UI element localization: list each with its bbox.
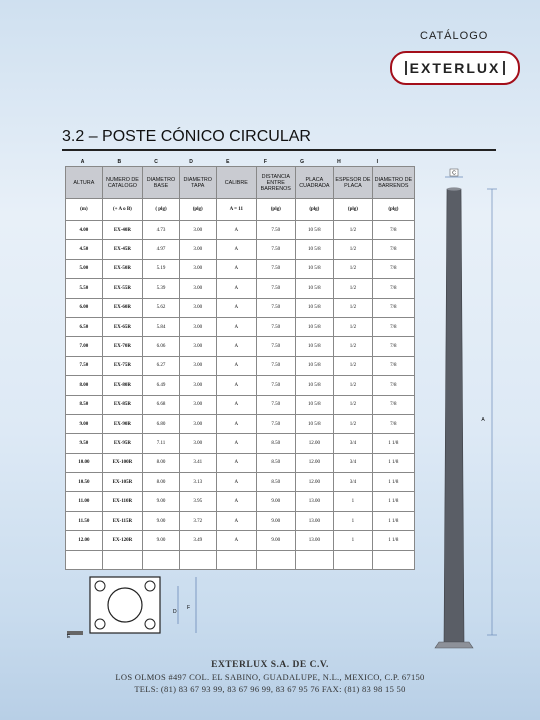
table-cell: 3.00 [179, 337, 216, 356]
table-cell: EX-110R [102, 492, 142, 511]
table-cell: A [216, 531, 256, 550]
plate-outline [90, 577, 160, 633]
table-cell: 7.50 [256, 240, 295, 259]
table-cell: 8.00 [143, 473, 180, 492]
table-cell: EX-105R [102, 473, 142, 492]
table-cell: 8.50 [256, 473, 295, 492]
table-cell: 9.00 [143, 531, 180, 550]
table-cell: 10 5/8 [295, 221, 334, 240]
column-header: PLACA CUADRADA [295, 167, 334, 199]
table-cell [334, 550, 373, 569]
unit-cell: (plg) [256, 199, 295, 221]
table-row [66, 550, 415, 569]
units-row [66, 199, 415, 221]
table-cell: 6.27 [143, 356, 180, 375]
table-cell: 10 5/8 [295, 376, 334, 395]
company-address: LOS OLMOS #497 COL. EL SABINO, GUADALUPE, N.L., MEXICO, C.P. 67150 [115, 672, 425, 682]
table-cell: 7.50 [256, 356, 295, 375]
table-cell: 7.50 [256, 317, 295, 336]
table-cell: 1/2 [334, 356, 373, 375]
table-cell: EX-70R [102, 337, 142, 356]
table-cell: 3.00 [179, 395, 216, 414]
table-cell: A [216, 337, 256, 356]
table-cell: 9.00 [256, 511, 295, 530]
table-row [66, 395, 415, 414]
table-cell [102, 550, 142, 569]
table-cell: 1 [334, 492, 373, 511]
table-cell: 1 1/8 [372, 492, 414, 511]
column-letter: A [80, 159, 85, 165]
table-cell: 6.00 [66, 298, 103, 317]
table-cell: 12.00 [66, 531, 103, 550]
table-cell: 7/8 [372, 259, 414, 278]
table-cell: A [216, 356, 256, 375]
column-letter: I [376, 159, 379, 165]
table-cell: 3.95 [179, 492, 216, 511]
table-cell: 9.00 [256, 531, 295, 550]
unit-cell: (+ A o B) [102, 199, 142, 221]
table-row [66, 240, 415, 259]
table-cell: 1 1/8 [372, 511, 414, 530]
table-cell: 7.50 [256, 376, 295, 395]
table-cell: 1 1/8 [372, 453, 414, 472]
table-cell: 3.00 [179, 221, 216, 240]
table-row [66, 492, 415, 511]
table-cell [143, 550, 180, 569]
pole-base-plate [435, 642, 473, 648]
table-cell: 3.00 [179, 434, 216, 453]
table-row [66, 473, 415, 492]
pole-shaft [444, 189, 464, 642]
table-row [66, 434, 415, 453]
table-cell: 3.00 [179, 279, 216, 298]
column-letters [65, 159, 415, 165]
height-label: A [481, 417, 485, 423]
table-cell: 9.00 [143, 511, 180, 530]
table-cell: 7.50 [256, 298, 295, 317]
header-row [66, 167, 415, 199]
table-cell: 9.00 [256, 492, 295, 511]
table-cell: 3.00 [179, 298, 216, 317]
table-cell: 11.50 [66, 511, 103, 530]
table-cell: 8.00 [66, 376, 103, 395]
table-cell: 10 5/8 [295, 414, 334, 433]
table-cell: EX-95R [102, 434, 142, 453]
table-cell: EX-40R [102, 221, 142, 240]
table-cell: 8.50 [66, 395, 103, 414]
column-header: DIAMETRO DE BARRENOS [372, 167, 414, 199]
table-cell: 10 5/8 [295, 279, 334, 298]
table-cell: 5.19 [143, 259, 180, 278]
table-cell: 1/2 [334, 279, 373, 298]
table-cell: 7.50 [66, 356, 103, 375]
table-cell: 6.50 [66, 317, 103, 336]
table-cell: 7.00 [66, 337, 103, 356]
table-cell: 12.00 [295, 453, 334, 472]
company-name: EXTERLUX S.A. DE C.V. [211, 660, 329, 670]
table-row [66, 298, 415, 317]
table-cell: A [216, 473, 256, 492]
table-cell: A [216, 279, 256, 298]
table-cell: 4.97 [143, 240, 180, 259]
table-cell: 8.50 [256, 453, 295, 472]
table-cell: 12.00 [295, 434, 334, 453]
table-cell: 3.00 [179, 356, 216, 375]
column-header: DISTANCIA ENTRE BARRENOS [256, 167, 295, 199]
column-letter: F [263, 159, 267, 165]
table-cell [295, 550, 334, 569]
table-cell: 8.00 [143, 453, 180, 472]
footer [0, 660, 540, 694]
top-diameter-label: C [452, 170, 456, 177]
table-cell: A [216, 414, 256, 433]
table-cell: EX-120R [102, 531, 142, 550]
table-cell: 3.00 [179, 414, 216, 433]
table-cell: 1/2 [334, 414, 373, 433]
table-cell: 3.00 [179, 317, 216, 336]
table-row [66, 376, 415, 395]
table-cell: A [216, 511, 256, 530]
company-phones: TELS: (81) 83 67 93 99, 83 67 96 99, 83 67 95 76 FAX: (81) 83 98 15 50 [134, 684, 406, 694]
column-header: ALTURA [66, 167, 103, 199]
table-cell: 5.50 [66, 279, 103, 298]
table-cell [179, 550, 216, 569]
table-row [66, 531, 415, 550]
plate-size-label: F [187, 605, 191, 611]
pole-diagram [425, 165, 505, 660]
table-cell: 7/8 [372, 279, 414, 298]
unit-cell: (m) [66, 199, 103, 221]
table-cell: 3.49 [179, 531, 216, 550]
table-cell: A [216, 376, 256, 395]
table-cell: EX-115R [102, 511, 142, 530]
table-cell: 7/8 [372, 317, 414, 336]
table-cell: 3/4 [334, 473, 373, 492]
table-cell: 10 5/8 [295, 395, 334, 414]
table-cell: 7.50 [256, 414, 295, 433]
table-row [66, 414, 415, 433]
table-row [66, 317, 415, 336]
unit-cell: (plg) [372, 199, 414, 221]
table-cell: A [216, 259, 256, 278]
table-cell: 10 5/8 [295, 356, 334, 375]
table-cell: 1/2 [334, 259, 373, 278]
table-cell: 7/8 [372, 337, 414, 356]
table-cell: EX-65R [102, 317, 142, 336]
table-cell: EX-85R [102, 395, 142, 414]
table-cell: 1/2 [334, 298, 373, 317]
unit-cell: (plg) [334, 199, 373, 221]
column-letter: D [189, 159, 193, 165]
table-cell: 1 1/8 [372, 473, 414, 492]
table-cell: 3/4 [334, 453, 373, 472]
table-cell: 1/2 [334, 395, 373, 414]
table-cell: EX-100R [102, 453, 142, 472]
table-cell: 4.00 [66, 221, 103, 240]
table-cell: A [216, 492, 256, 511]
table-cell: 5.84 [143, 317, 180, 336]
table-cell [256, 550, 295, 569]
table-cell: 13.00 [295, 531, 334, 550]
table-cell: 6.06 [143, 337, 180, 356]
table-cell: 6.68 [143, 395, 180, 414]
table-cell: EX-55R [102, 279, 142, 298]
table-cell: 13.00 [295, 492, 334, 511]
table-cell: 6.49 [143, 376, 180, 395]
table-row [66, 511, 415, 530]
table-cell [216, 550, 256, 569]
base-plate-diagram [65, 575, 225, 645]
table-cell: EX-60R [102, 298, 142, 317]
table-cell: 7.50 [256, 259, 295, 278]
column-header: CALIBRE [216, 167, 256, 199]
unit-cell: (plg) [179, 199, 216, 221]
table-cell: A [216, 434, 256, 453]
column-letter: E [226, 159, 230, 165]
table-cell: A [216, 453, 256, 472]
unit-cell: ( plg) [143, 199, 180, 221]
exterlux-logo [390, 51, 520, 85]
column-header: DIAMETRO TAPA [179, 167, 216, 199]
table-cell: 1/2 [334, 337, 373, 356]
table-cell: 3.72 [179, 511, 216, 530]
table-cell: 10 5/8 [295, 240, 334, 259]
bolt-spacing-label: D [173, 609, 177, 615]
table-cell: 5.39 [143, 279, 180, 298]
table-cell: 9.00 [66, 414, 103, 433]
table-cell: EX-80R [102, 376, 142, 395]
table-cell: 3.00 [179, 259, 216, 278]
table-cell: 1/2 [334, 221, 373, 240]
table-cell: 5.00 [66, 259, 103, 278]
title-divider [62, 149, 496, 151]
plate-thickness-label: E [67, 634, 71, 640]
table-row [66, 221, 415, 240]
column-header: DIAMETRO BASE [143, 167, 180, 199]
table-cell: 3.13 [179, 473, 216, 492]
table-cell: EX-50R [102, 259, 142, 278]
table-cell: 10 5/8 [295, 298, 334, 317]
table-row [66, 337, 415, 356]
table-cell [66, 550, 103, 569]
table-cell: 3.00 [179, 240, 216, 259]
table-cell: 1/2 [334, 376, 373, 395]
table-cell: 9.50 [66, 434, 103, 453]
table-cell: 9.00 [143, 492, 180, 511]
table-cell: A [216, 317, 256, 336]
table-cell: 7.50 [256, 395, 295, 414]
table-cell: 7/8 [372, 298, 414, 317]
table-cell: A [216, 395, 256, 414]
section-title: 3.2 – POSTE CÓNICO CIRCULAR [62, 128, 311, 145]
table-cell: 7/8 [372, 356, 414, 375]
table-cell: 1/2 [334, 240, 373, 259]
table-cell: 7/8 [372, 376, 414, 395]
table-cell: EX-45R [102, 240, 142, 259]
table-row [66, 356, 415, 375]
table-cell: 10 5/8 [295, 317, 334, 336]
table-cell: 10 5/8 [295, 259, 334, 278]
table-cell: 3/4 [334, 434, 373, 453]
table-cell: 1 1/8 [372, 434, 414, 453]
table-cell: 3.00 [179, 376, 216, 395]
table-row [66, 453, 415, 472]
table-cell: 10 5/8 [295, 337, 334, 356]
table-cell [372, 550, 414, 569]
table-cell: 7/8 [372, 221, 414, 240]
table-cell: 5.62 [143, 298, 180, 317]
table-cell: 10.00 [66, 453, 103, 472]
table-cell: 7/8 [372, 414, 414, 433]
table-cell: 11.00 [66, 492, 103, 511]
table-cell: 10.50 [66, 473, 103, 492]
table-cell: 12.00 [295, 473, 334, 492]
catalog-label: CATÁLOGO [420, 30, 489, 42]
table-cell: EX-75R [102, 356, 142, 375]
table-cell: A [216, 221, 256, 240]
column-letter: C [154, 159, 158, 165]
table-cell: 3.41 [179, 453, 216, 472]
table-row [66, 259, 415, 278]
table-cell: 8.50 [256, 434, 295, 453]
table-cell: 4.50 [66, 240, 103, 259]
pole-top-cap [447, 187, 461, 190]
column-header: ESPESOR DE PLACA [334, 167, 373, 199]
unit-cell: (plg) [295, 199, 334, 221]
column-header: NUMERO DE CATALOGO [102, 167, 142, 199]
table-cell: 7.50 [256, 337, 295, 356]
table-cell: EX-90R [102, 414, 142, 433]
table-cell: 7.50 [256, 221, 295, 240]
column-letter: G [300, 159, 305, 165]
table-cell: 1 [334, 511, 373, 530]
table-cell: A [216, 298, 256, 317]
table-cell: A [216, 240, 256, 259]
table-cell: 13.00 [295, 511, 334, 530]
table-row [66, 279, 415, 298]
table-cell: 1 [334, 531, 373, 550]
table-cell: 6.80 [143, 414, 180, 433]
column-letter: B [117, 159, 122, 165]
table-cell: 4.73 [143, 221, 180, 240]
brand-name: EXTERLUX [405, 61, 506, 75]
table-cell: 7.11 [143, 434, 180, 453]
table-cell: 7/8 [372, 240, 414, 259]
table-cell: 7.50 [256, 279, 295, 298]
table-cell: 7/8 [372, 395, 414, 414]
pole-spec-table [65, 166, 415, 570]
unit-cell: A = 11 [216, 199, 256, 221]
table-cell: 1 1/8 [372, 531, 414, 550]
column-letter: H [337, 159, 341, 165]
table-cell: 1/2 [334, 317, 373, 336]
